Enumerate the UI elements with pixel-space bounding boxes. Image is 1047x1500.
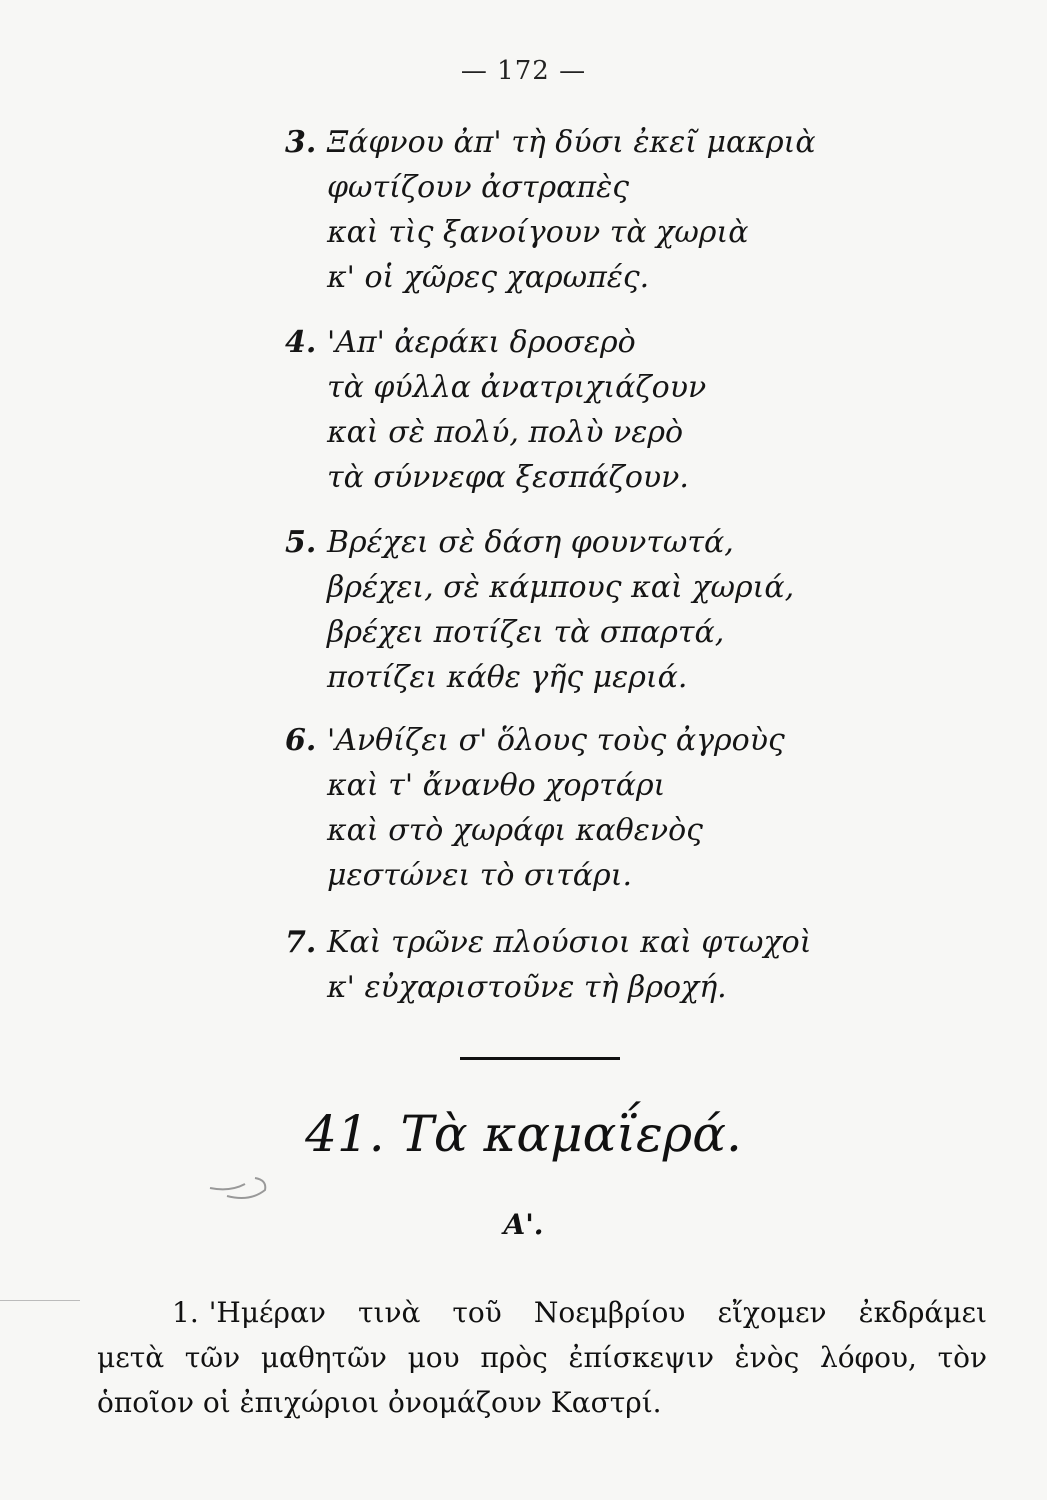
stanza-line: 3. Ξάφνου ἀπ' τὴ δύσι ἐκεῖ μακριὰ: [285, 120, 925, 165]
stanza-line: τὰ σύννεφα ξεσπάζουν.: [327, 460, 689, 495]
pencil-mark-icon: [205, 1170, 275, 1210]
stanza-line: ποτίζει κάθε γῆς μεριά.: [327, 660, 688, 695]
margin-rule: [0, 1300, 80, 1301]
section-divider: [460, 1057, 620, 1060]
stanza-line: καὶ στὸ χωράφι καθενὸς: [327, 813, 703, 848]
stanza-line: καὶ τ' ἄνανθο χορτάρι: [327, 768, 666, 803]
stanza-number: 4.: [285, 325, 317, 360]
subsection-heading: Α'.: [503, 1208, 544, 1241]
stanza-line: 7. Καὶ τρῶνε πλούσιοι καὶ φτωχοὶ: [285, 920, 925, 965]
section-title: 41. Τὰ καμαΐερά.: [305, 1105, 742, 1163]
stanza-7: [285, 920, 925, 1010]
stanza-number: 7.: [285, 925, 317, 960]
stanza-6: [285, 718, 925, 898]
prose-line: ὁποῖον οἱ ἐπιχώριοι ὀνομάζουν Καστρί.: [97, 1386, 662, 1419]
stanza-4: [285, 320, 925, 500]
prose-paragraph: [97, 1290, 987, 1425]
stanza-line: βρέχει, σὲ κάμπους καὶ χωριά,: [327, 570, 795, 605]
stanza-3: [285, 120, 925, 300]
stanza-line: φωτίζουν ἀστραπὲς: [327, 170, 630, 205]
stanza-number: 3.: [285, 125, 317, 160]
stanza-line: μεστώνει τὸ σιτάρι.: [327, 858, 632, 893]
stanza-line: κ' εὐχαριστοῦνε τὴ βροχή.: [327, 970, 727, 1005]
page-number: — 172 —: [460, 56, 587, 86]
stanza-line: βρέχει ποτίζει τὰ σπαρτά,: [327, 615, 725, 650]
stanza-5: [285, 520, 925, 700]
paragraph-number: 1.: [172, 1296, 199, 1329]
stanza-line: κ' οἱ χῶρες χαρωπές.: [327, 260, 650, 295]
stanza-number: 5.: [285, 525, 317, 560]
stanza-number: 6.: [285, 723, 317, 758]
stanza-line: 5. Βρέχει σὲ δάση φουντωτά,: [285, 520, 925, 565]
stanza-line: καὶ τὶς ξανοίγουν τὰ χωριὰ: [327, 215, 749, 250]
stanza-line: 6. 'Ανθίζει σ' ὅλους τοὺς ἀγροὺς: [285, 718, 925, 763]
stanza-line: 4. 'Απ' ἀεράκι δροσερὸ: [285, 320, 925, 365]
stanza-line: καὶ σὲ πολύ, πολὺ νερὸ: [327, 415, 684, 450]
prose-line: 1. 'Ημέραν τινὰ τοῦ Νοεμβρίου εἴχομεν ἐκδράμει: [97, 1290, 987, 1335]
stanza-line: τὰ φύλλα ἀνατριχιάζουν: [327, 370, 707, 405]
prose-line: μετὰ τῶν μαθητῶν μου πρὸς ἐπίσκεψιν ἑνὸς λόφου, τὸν: [97, 1341, 987, 1374]
